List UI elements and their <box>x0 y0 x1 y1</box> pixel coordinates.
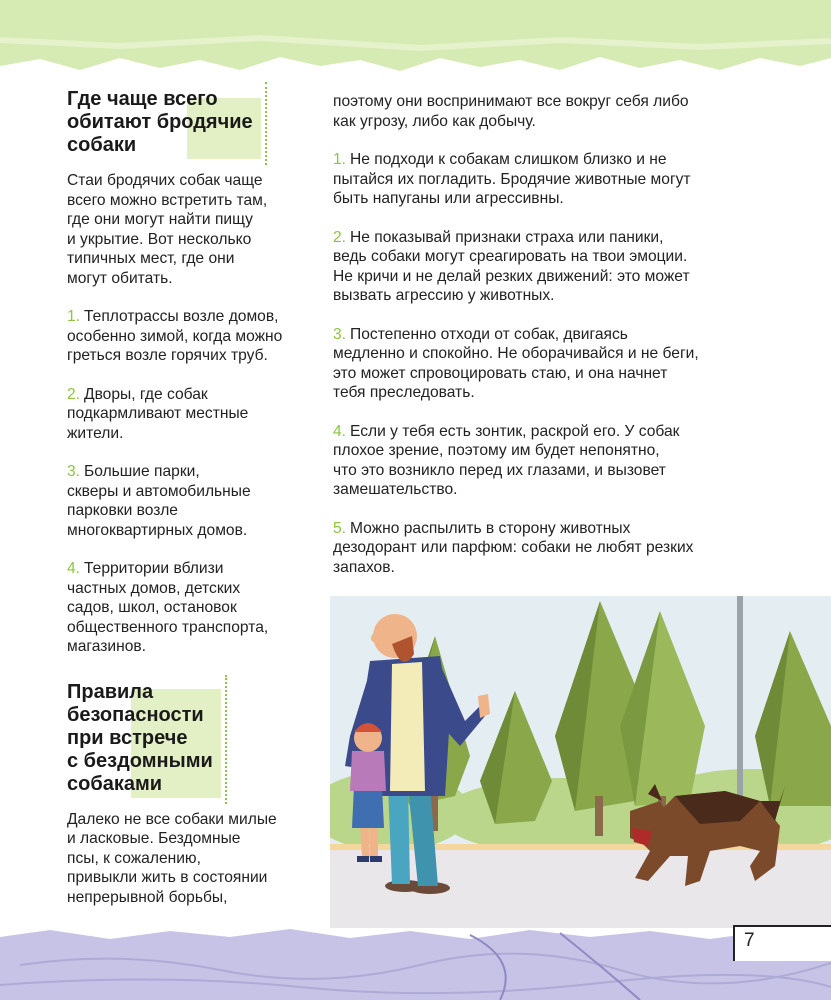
left-column <box>67 88 312 926</box>
dotted-divider <box>225 675 227 804</box>
list-item <box>67 385 312 444</box>
item-number: 2. <box>67 385 81 403</box>
rules-intro-paragraph: Далеко не все собаки милые и ласковые. Бездомные псы, к сожалению, привыкли жить в состоянии непрерывной борьбы, <box>67 810 277 906</box>
item-number: 1. <box>333 151 347 168</box>
item-text: Большие парки, скверы и автомобильные парковки возле многоквартирных домов. <box>67 463 251 539</box>
item-number: 5. <box>333 519 347 537</box>
dotted-divider <box>265 82 267 165</box>
item-number: 3. <box>333 325 347 343</box>
page-number: 7 <box>744 930 755 951</box>
item-number: 4. <box>67 560 81 577</box>
rule-item <box>333 519 803 578</box>
item-text: Дворы, где собак подкармливают местные жители. <box>67 385 249 442</box>
bottom-decorative-band <box>0 925 831 1000</box>
item-number: 3. <box>67 463 81 480</box>
list-item <box>67 462 312 540</box>
park-dog-illustration <box>330 596 831 928</box>
top-decorative-band <box>0 0 831 80</box>
heading-text: Где чаще всего обитают бродячие собаки <box>67 88 253 156</box>
item-number: 2. <box>333 228 347 246</box>
item-text: Можно распылить в сторону животных дезодорант или парфюм: собаки не любят резких запахов. <box>333 519 694 576</box>
rule-item <box>333 150 803 209</box>
rule-item <box>333 325 803 403</box>
page-number-box <box>733 925 831 961</box>
item-text: Теплотрассы возле домов, особенно зимой, когда можно греться возле горячих труб. <box>67 308 283 364</box>
heading-where-dogs-live <box>67 88 253 157</box>
rule-item <box>333 422 803 500</box>
list-item <box>67 307 312 366</box>
item-text: Если у тебя есть зонтик, раскрой его. У собак плохое зрение, поэтому им будет непонятно, что это возникло перед их глазами, и вызовет замешательство. <box>333 422 680 498</box>
item-number: 4. <box>333 422 347 440</box>
list-item <box>67 559 312 657</box>
heading-text: Правила безопасности при встрече с бездомными собаками <box>67 680 213 795</box>
right-column <box>333 92 803 596</box>
intro-paragraph: Стаи бродячих собак чаще всего можно встретить там, где они могут найти пищу и укрытие. Вот несколько типичных мест, где они могут обитать. <box>67 172 268 287</box>
item-text: Не показывай признаки страха или паники, ведь собаки могут среагировать на твои эмоции. Не кричи и не делай резких движений: это может вызвать агрессию у животных. <box>333 228 690 304</box>
heading-safety-rules <box>67 681 213 796</box>
rule-item <box>333 228 803 306</box>
continuation-paragraph: поэтому они воспринимают все вокруг себя либо как угрозу, либо как добычу. <box>333 93 689 130</box>
item-text: Территории вблизи частных домов, детских садов, школ, остановок общественного транспорта, магазинов. <box>67 560 269 655</box>
item-text: Постепенно отходи от собак, двигаясь медленно и спокойно. Не оборачивайся и не беги, это может спровоцировать стаю, и она начнет тебя преследовать. <box>333 325 699 401</box>
item-number: 1. <box>67 308 81 325</box>
item-text: Не подходи к собакам слишком близко и не пытайся их погладить. Бродячие животные могут быть напуганы или агрессивны. <box>333 151 691 207</box>
